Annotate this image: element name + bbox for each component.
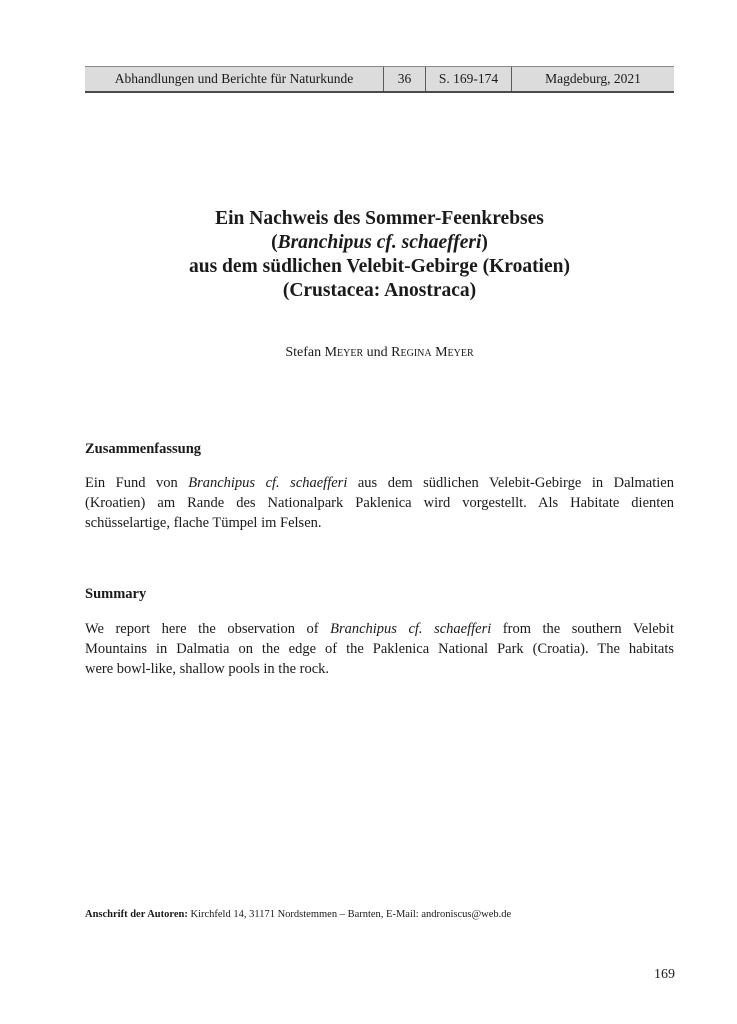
author-2-given: Regina <box>391 345 432 360</box>
place-year: Magdeburg, 2021 <box>545 71 641 86</box>
author-1-given: Stefan <box>285 345 322 360</box>
summary-text <box>85 619 674 679</box>
journal-name: Abhandlungen und Berichte für Naturkunde <box>85 67 384 91</box>
species-name: Branchipus cf. schaefferi <box>188 475 348 491</box>
zusammenfassung-line-2: (Kroatien) am Rande des Nationalpark Paklenica wird vorgestellt. Als Habitate dienten <box>85 495 674 511</box>
page-number: 169 <box>654 967 675 982</box>
title-species-name: Branchipus cf. schaefferi <box>277 232 482 253</box>
author-address <box>85 907 511 923</box>
volume-number: 36 <box>384 67 426 91</box>
page-range: S. 169-174 <box>426 67 512 91</box>
zusammenfassung-text <box>85 473 674 533</box>
zusammenfassung-heading: Zusammenfassung <box>85 441 202 457</box>
summary-line-2: Mountains in Dalmatia on the edge of the Paklenica National Park (Croatia). The habitats <box>85 641 674 657</box>
summary-line-1: We report here the observation of Branchipus cf. schaefferi from the southern Velebit <box>85 621 674 637</box>
journal-header-bar <box>85 66 674 93</box>
zusammenfassung-line-1: Ein Fund von Branchipus cf. schaefferi aus dem südlichen Velebit-Gebirge in Dalmatien <box>85 475 674 491</box>
title-line-3: aus dem südlichen Velebit-Gebirge (Kroatien) <box>189 256 570 277</box>
address-label: Anschrift der Autoren: <box>85 909 188 920</box>
author-conjunction: und <box>366 345 388 360</box>
summary-heading: Summary <box>85 586 147 602</box>
species-name: Branchipus cf. schaefferi <box>330 621 492 637</box>
zusammenfassung-line-3: schüsselartige, flache Tümpel im Felsen. <box>85 515 322 531</box>
title-line-2: (Branchipus cf. schaefferi) <box>271 232 488 253</box>
title-line-1: Ein Nachweis des Sommer-Feenkrebses <box>215 208 544 229</box>
author-line <box>85 343 674 363</box>
summary-line-3: were bowl-like, shallow pools in the rock. <box>85 661 330 677</box>
author-1-family: Meyer <box>324 345 364 360</box>
title-line-4: (Crustacea: Anostraca) <box>282 280 477 301</box>
address-text: Kirchfeld 14, 31171 Nordstemmen – Barnten, E-Mail: androniscus@web.de <box>190 909 512 920</box>
article-title <box>85 207 674 303</box>
author-2-family: Meyer <box>435 345 474 360</box>
